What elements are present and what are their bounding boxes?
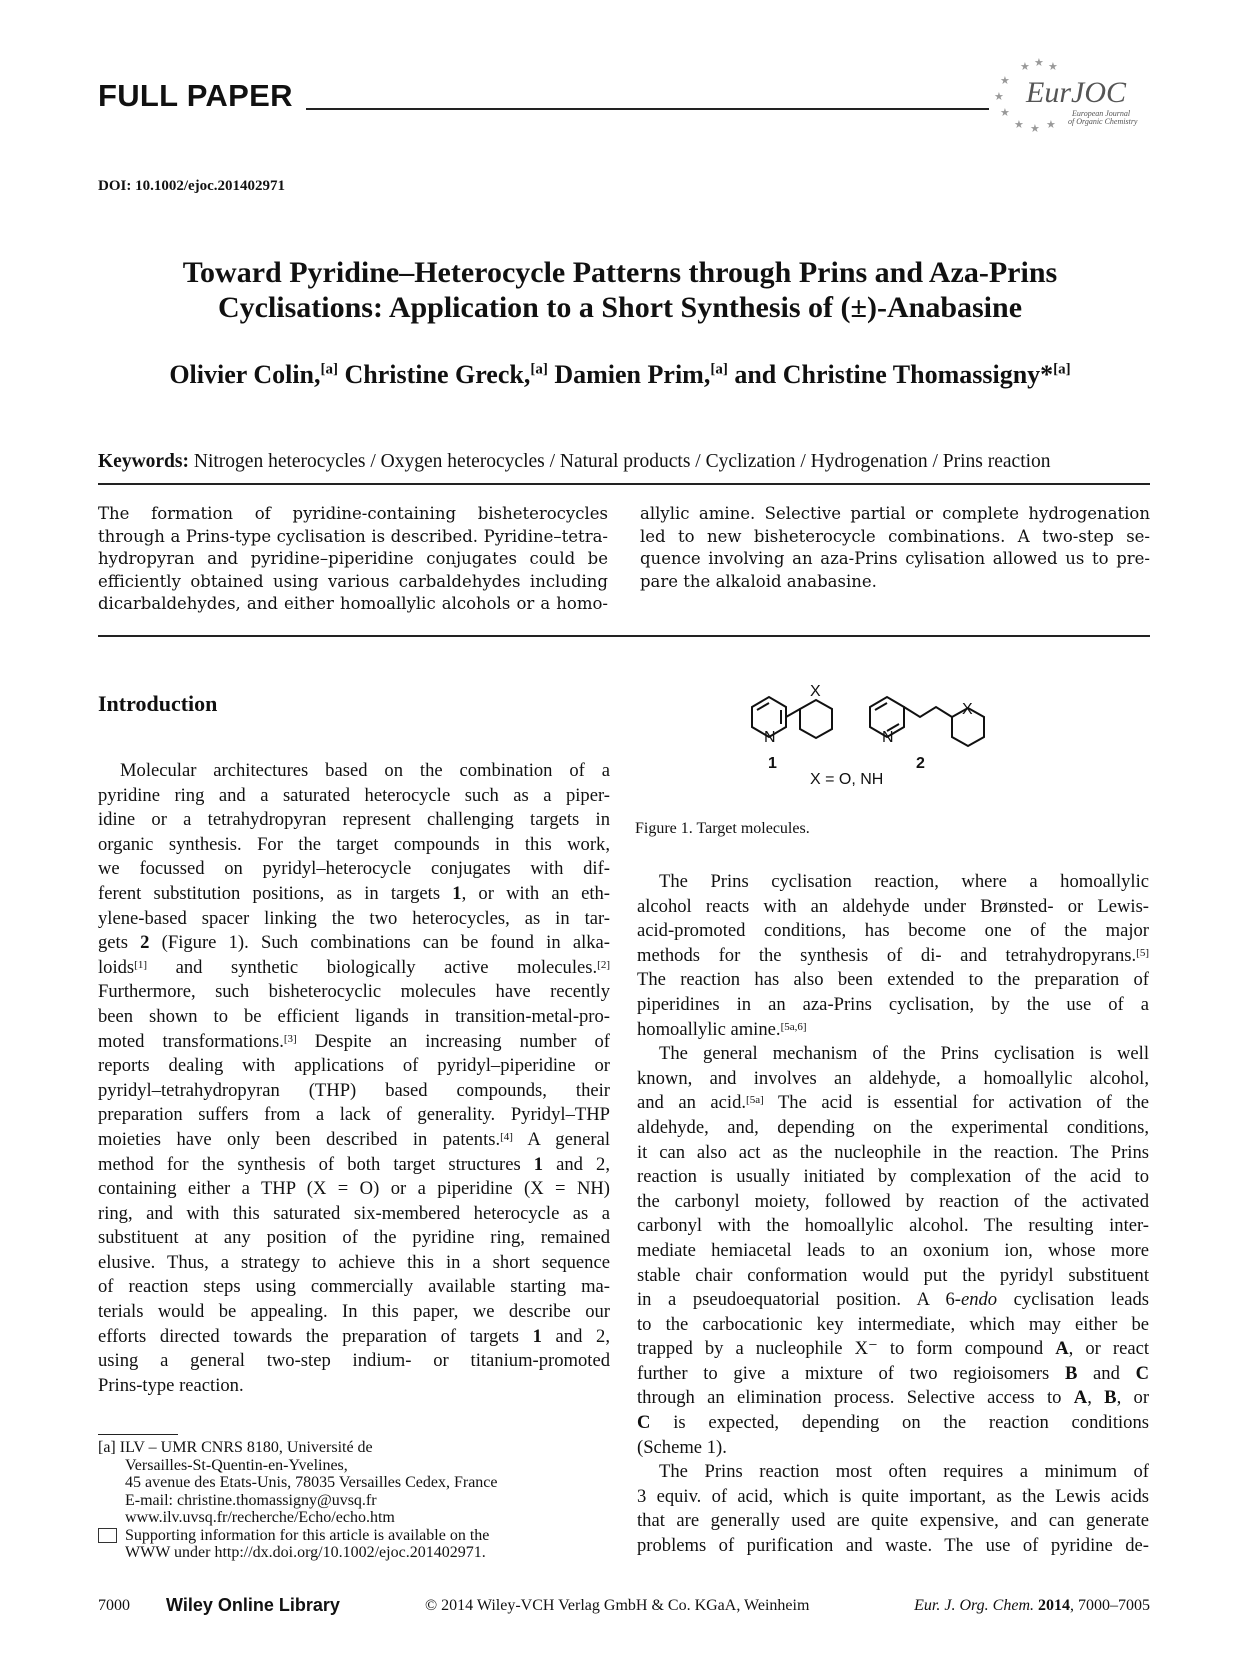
keywords: Keywords: Nitrogen heterocycles / Oxygen heterocycles / Natural products / Cyclization / Hydrogenation / Prins reaction: [98, 451, 1051, 472]
intro-body: Molecular architectures based on the combination of a pyridine ring and a saturated heterocycle such as a piper- idine or a tetrahydropyran represent challenging targets in organic synthesis. For the target compounds in this work, we focussed on pyridyl–heterocycle conjugates with dif- ferent substitution positions, as in targets 1, or with an eth- ylene-based spacer linking the two heterocycles, as in tar- gets 2 (Figure 1). Such combinations can be found in alka- loids[1] and synthetic biologically active molecules.[2] Furthermore, such bisheterocyclic molecules have recently been shown to be efficient ligands in transition-metal-pro- moted transformations.[3] Despite an increasing number of reports dealing with applications of pyridyl–piperidine or pyridyl–tetrahydropyran (THP) based compounds, their preparation suffers from a lack of generality. Pyridyl–THP moieties have only been described in patents.[4] A general method for the synthesis of both target structures 1 and 2, containing either a THP (X = O) or a piperidine (X = NH) ring, and with this saturated six-membered heterocycle as a substituent at any position of the pyridine ring, remained elusive. Thus, a strategy to achieve this in a short sequence of reaction steps using commercially available starting ma- terials would be appealing. In this paper, we describe our efforts directed towards the preparation of targets 1 and 2, using a general two-step indium- or titanium-promoted Prins-type reaction.: [98, 760, 610, 1396]
svg-text:★: ★: [1000, 106, 1010, 119]
compound-label-2: 2: [916, 755, 925, 772]
svg-text:★: ★: [994, 90, 1004, 103]
author: Damien Prim,: [554, 360, 711, 389]
footnote-rule: [98, 1434, 178, 1435]
wiley-online-library: Wiley Online Library: [166, 1595, 340, 1615]
svg-text:★: ★: [1014, 118, 1024, 131]
journal-logo: [988, 58, 1148, 136]
doi: DOI: 10.1002/ejoc.201402971: [98, 178, 286, 194]
logo-wordmark: EurJOC: [1026, 76, 1126, 109]
divider: [98, 483, 1150, 485]
website-link[interactable]: www.ilv.uvsq.fr/recherche/Echo/echo.htm: [125, 1509, 395, 1526]
abstract-right: allylic amine. Selective partial or complete hydrogenation led to new bisheterocycle combinations. A two-step se- quence involving an aza-Prins cylisation allowed us to pre- pare the alkaloid anabasine.: [640, 504, 1150, 591]
substituent-note: X = O, NH: [810, 771, 884, 788]
abstract-left: The formation of pyridine-containing bisheterocycles through a Prins-type cyclisation is described. Pyridine–tetra- hydropyran and pyridine–piperidine conjugates could be efficiently obtained using various carbaldehydes including dicarbaldehydes, and either homoallylic alcohols or a homo-: [98, 504, 608, 613]
affiliation: [a] ILV – UMR CNRS 8180, Université de: [98, 1439, 373, 1456]
author: Christine Greck,: [344, 360, 531, 389]
email-link[interactable]: E-mail: christine.thomassigny@uvsq.fr: [125, 1491, 377, 1509]
header-rule: [306, 108, 989, 110]
author-list: Olivier Colin,[a] Christine Greck,[a] Damien Prim,[a] and Christine Thomassigny*[a]: [169, 360, 1071, 389]
svg-text:X: X: [810, 684, 821, 700]
right-column-body: The Prins cyclisation reaction, where a homoallylic alcohol reacts with an aldehyde under Brønsted- or Lewis- acid-promoted conditions, has become one of the major methods for the synthesis of di- and tetrahydropyrans.[5] The reaction has also been extended to the preparation of piperidines in an aza-Prins cyclisation, by the use of a homoallylic amine.[5a,6] The general mechanism of the Prins cyclisation is well known, and involves an aldehyde, a homoallylic alcohol, and an acid.[5a] The acid is essential for activation of the aldehyde, and, depending on the experimental conditions, it can also act as the nucleophile in the reaction. The Prins reaction is usually initiated by complexation of the acid to the carbonyl moiety, followed by reaction of the activated carbonyl with the homoallylic alcohol. The resulting inter- mediate hemiacetal leads to an oxonium ion, whose more stable chair conformation would put the pyridyl substituent in a pseudoequatorial position. A 6-endo cyclisation leads to the carbocationic key intermediate, which may either be trapped by a nucleophile X⁻ to form compound A, or react further to give a mixture of two regioisomers B and C through an elimination process. Selective access to A, B, or C is expected, depending on the reaction conditions (Scheme 1). The Prins reaction most often requires a minimum of 3 equiv. of acid, which is quite important, as the Lewis acids that are generally used are quite expensive, and can generate problems of purification and waste. The use of pyridine de-: [637, 871, 1150, 1557]
svg-text:★: ★: [1046, 118, 1056, 131]
svg-text:★: ★: [1048, 60, 1058, 73]
section-heading: Introduction: [98, 691, 218, 716]
svg-text:European Journal: European Journal: [1072, 109, 1131, 118]
compound-label-1: 1: [768, 755, 777, 772]
footnotes: [a] ILV – UMR CNRS 8180, Université de Versailles-St-Quentin-en-Yvelines, 45 avenue des Etats-Unis, 78035 Versailles Cedex, France E-mail: christine.thomassigny@uvsq.fr www.ilv.uvsq.fr/recherche/Echo/echo.htm Supporting information for this article is available on the WWW under http://dx.doi.org/10.1002/ejoc.201402971.: [98, 1439, 610, 1562]
saturated-ring-1: [800, 700, 832, 738]
journal-citation: Eur. J. Org. Chem. 2014, 7000–7005: [914, 1597, 1150, 1614]
figure-target-molecules: [740, 684, 1060, 794]
author: Olivier Colin,: [169, 360, 321, 389]
computer-icon: [98, 1528, 117, 1543]
copyright: © 2014 Wiley-VCH Verlag GmbH & Co. KGaA, Weinheim: [425, 1597, 810, 1614]
svg-text:★: ★: [1030, 122, 1040, 135]
svg-text:X: X: [962, 701, 973, 718]
svg-text:N: N: [764, 729, 776, 746]
svg-text:of Organic Chemistry: of Organic Chemistry: [1068, 117, 1138, 126]
author: and Christine Thomassigny*: [734, 360, 1054, 389]
svg-text:N: N: [882, 729, 894, 746]
svg-text:★: ★: [1000, 74, 1010, 87]
supporting-info-link[interactable]: WWW under http://dx.doi.org/10.1002/ejoc.201402971.: [125, 1544, 486, 1561]
svg-text:★: ★: [1020, 60, 1030, 73]
section-label: FULL PAPER: [98, 78, 293, 113]
page-number: 7000: [98, 1597, 130, 1614]
divider: [98, 635, 1150, 637]
figure-caption: Figure 1. Target molecules.: [635, 820, 810, 837]
paper-title: Toward Pyridine–Heterocycle Patterns through Prins and Aza-Prins Cyclisations: Application to a Short Synthesis of (±)-Anabasine: [182, 256, 1058, 324]
svg-text:★: ★: [1034, 58, 1044, 69]
